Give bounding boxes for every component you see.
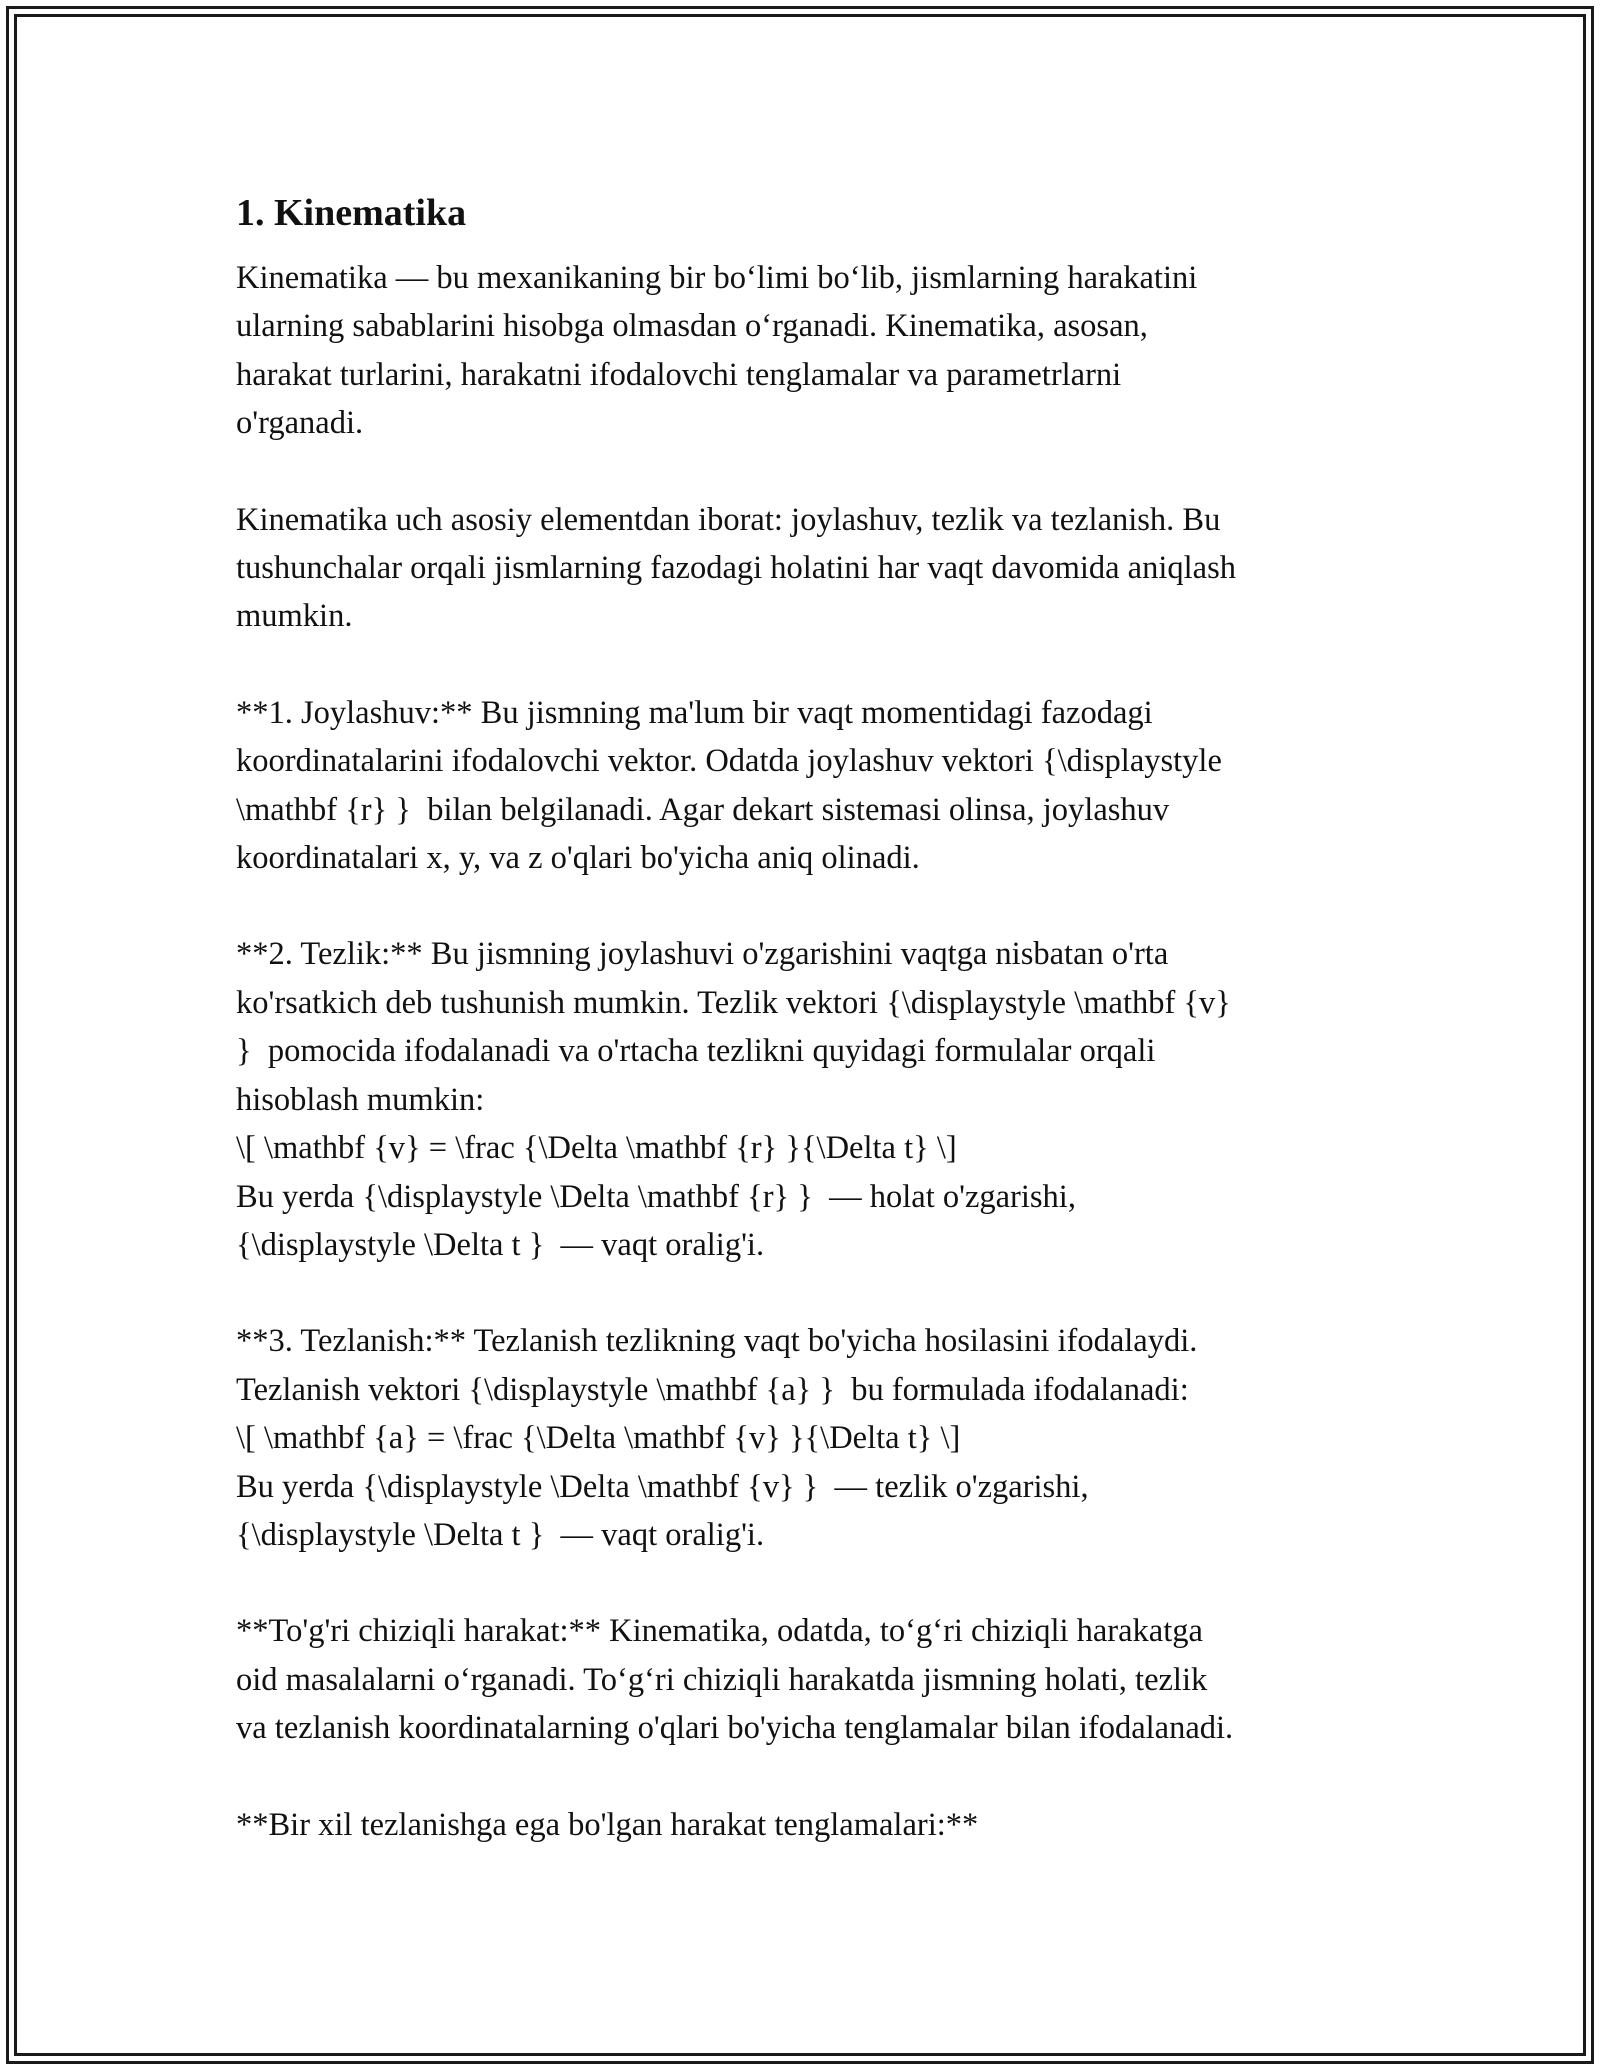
paragraph (236, 254, 1376, 448)
section-heading: 1. Kinematika (236, 192, 467, 234)
paragraph (236, 1801, 1376, 1849)
paragraph (236, 1607, 1376, 1752)
text-line: mumkin. (236, 598, 353, 635)
text-line: } pomocida ifodalanadi va o'rtacha tezlikni quyidagi formulalar orqali (236, 1033, 1156, 1070)
text-line: \mathbf {r} } bilan belgilanadi. Agar dekart sistemasi olinsa, joylashuv (236, 791, 1170, 828)
text-line: Kinematika — bu mexanikaning bir bo‘limi bo‘lib, jismlarning harakatini (236, 260, 1198, 296)
text-line: koordinatalarini ifodalovchi vektor. Odatda joylashuv vektori {\displaystyle (236, 743, 1222, 780)
text-line: **Bir xil tezlanishga ega bo'lgan harakat tenglamalari:** (236, 1806, 979, 1843)
text-line: Tezlanish vektori {\displaystyle \mathbf {a} } bu formulada ifodalanadi: (236, 1371, 1189, 1408)
text-line: Bu yerda {\displaystyle \Delta \mathbf {r} } — holat o'zgarishi, (236, 1178, 1076, 1215)
text-line: Kinematika uch asosiy elementdan iborat: joylashuv, tezlik va tezlanish. Bu (236, 501, 1221, 538)
text-line: **3. Tezlanish:** Tezlanish tezlikning vaqt bo'yicha hosilasini ifodalaydi. (236, 1323, 1198, 1360)
text-line: hisoblash mumkin: (236, 1081, 485, 1118)
text-line: tushunchalar orqali jismlarning fazodagi holatini har vaqt davomida aniqlash (236, 550, 1236, 587)
text-line: Bu yerda {\displaystyle \Delta \mathbf {v} } — tezlik o'zgarishi, (236, 1468, 1089, 1505)
document-body (236, 254, 1376, 1849)
text-line: **To'g'ri chiziqli harakat:** Kinematika, odatda, to‘g‘ri chiziqli harakatga (236, 1613, 1203, 1650)
text-line: o'rganadi. (236, 405, 364, 442)
paragraph (236, 930, 1376, 1269)
text-line: {\displaystyle \Delta t } — vaqt oralig'i. (236, 1516, 765, 1553)
text-line: {\displaystyle \Delta t } — vaqt oralig'i. (236, 1226, 765, 1263)
text-line: koordinatalari x, y, va z o'qlari bo'yicha aniq olinadi. (236, 840, 920, 877)
text-line: **1. Joylashuv:** Bu jismning ma'lum bir vaqt momentidagi fazodagi (236, 694, 1153, 731)
text-line: **2. Tezlik:** Bu jismning joylashuvi o'zgarishini vaqtga nisbatan o'rta (236, 936, 1169, 973)
text-line: harakat turlarini, harakatni ifodalovchi tenglamalar va parametrlarni (236, 356, 1122, 393)
paragraph (236, 1317, 1376, 1559)
text-line: oid masalalarni o‘rganadi. To‘g‘ri chiziqli harakatda jismning holati, tezlik (236, 1661, 1208, 1698)
document-content (236, 186, 1376, 1897)
text-line: ko'rsatkich deb tushunish mumkin. Tezlik vektori {\displaystyle \mathbf {v} (236, 984, 1231, 1021)
text-line: \[ \mathbf {v} = \frac {\Delta \mathbf {r} }{\Delta t} \] (236, 1130, 957, 1167)
text-line: \[ \mathbf {a} = \frac {\Delta \mathbf {v} }{\Delta t} \] (236, 1420, 961, 1457)
paragraph (236, 496, 1376, 641)
text-line: ularning sabablarini hisobga olmasdan o‘rganadi. Kinematika, asosan, (236, 308, 1148, 345)
text-line: va tezlanish koordinatalarning o'qlari bo'yicha tenglamalar bilan ifodalanadi. (236, 1710, 1234, 1747)
paragraph (236, 689, 1376, 883)
